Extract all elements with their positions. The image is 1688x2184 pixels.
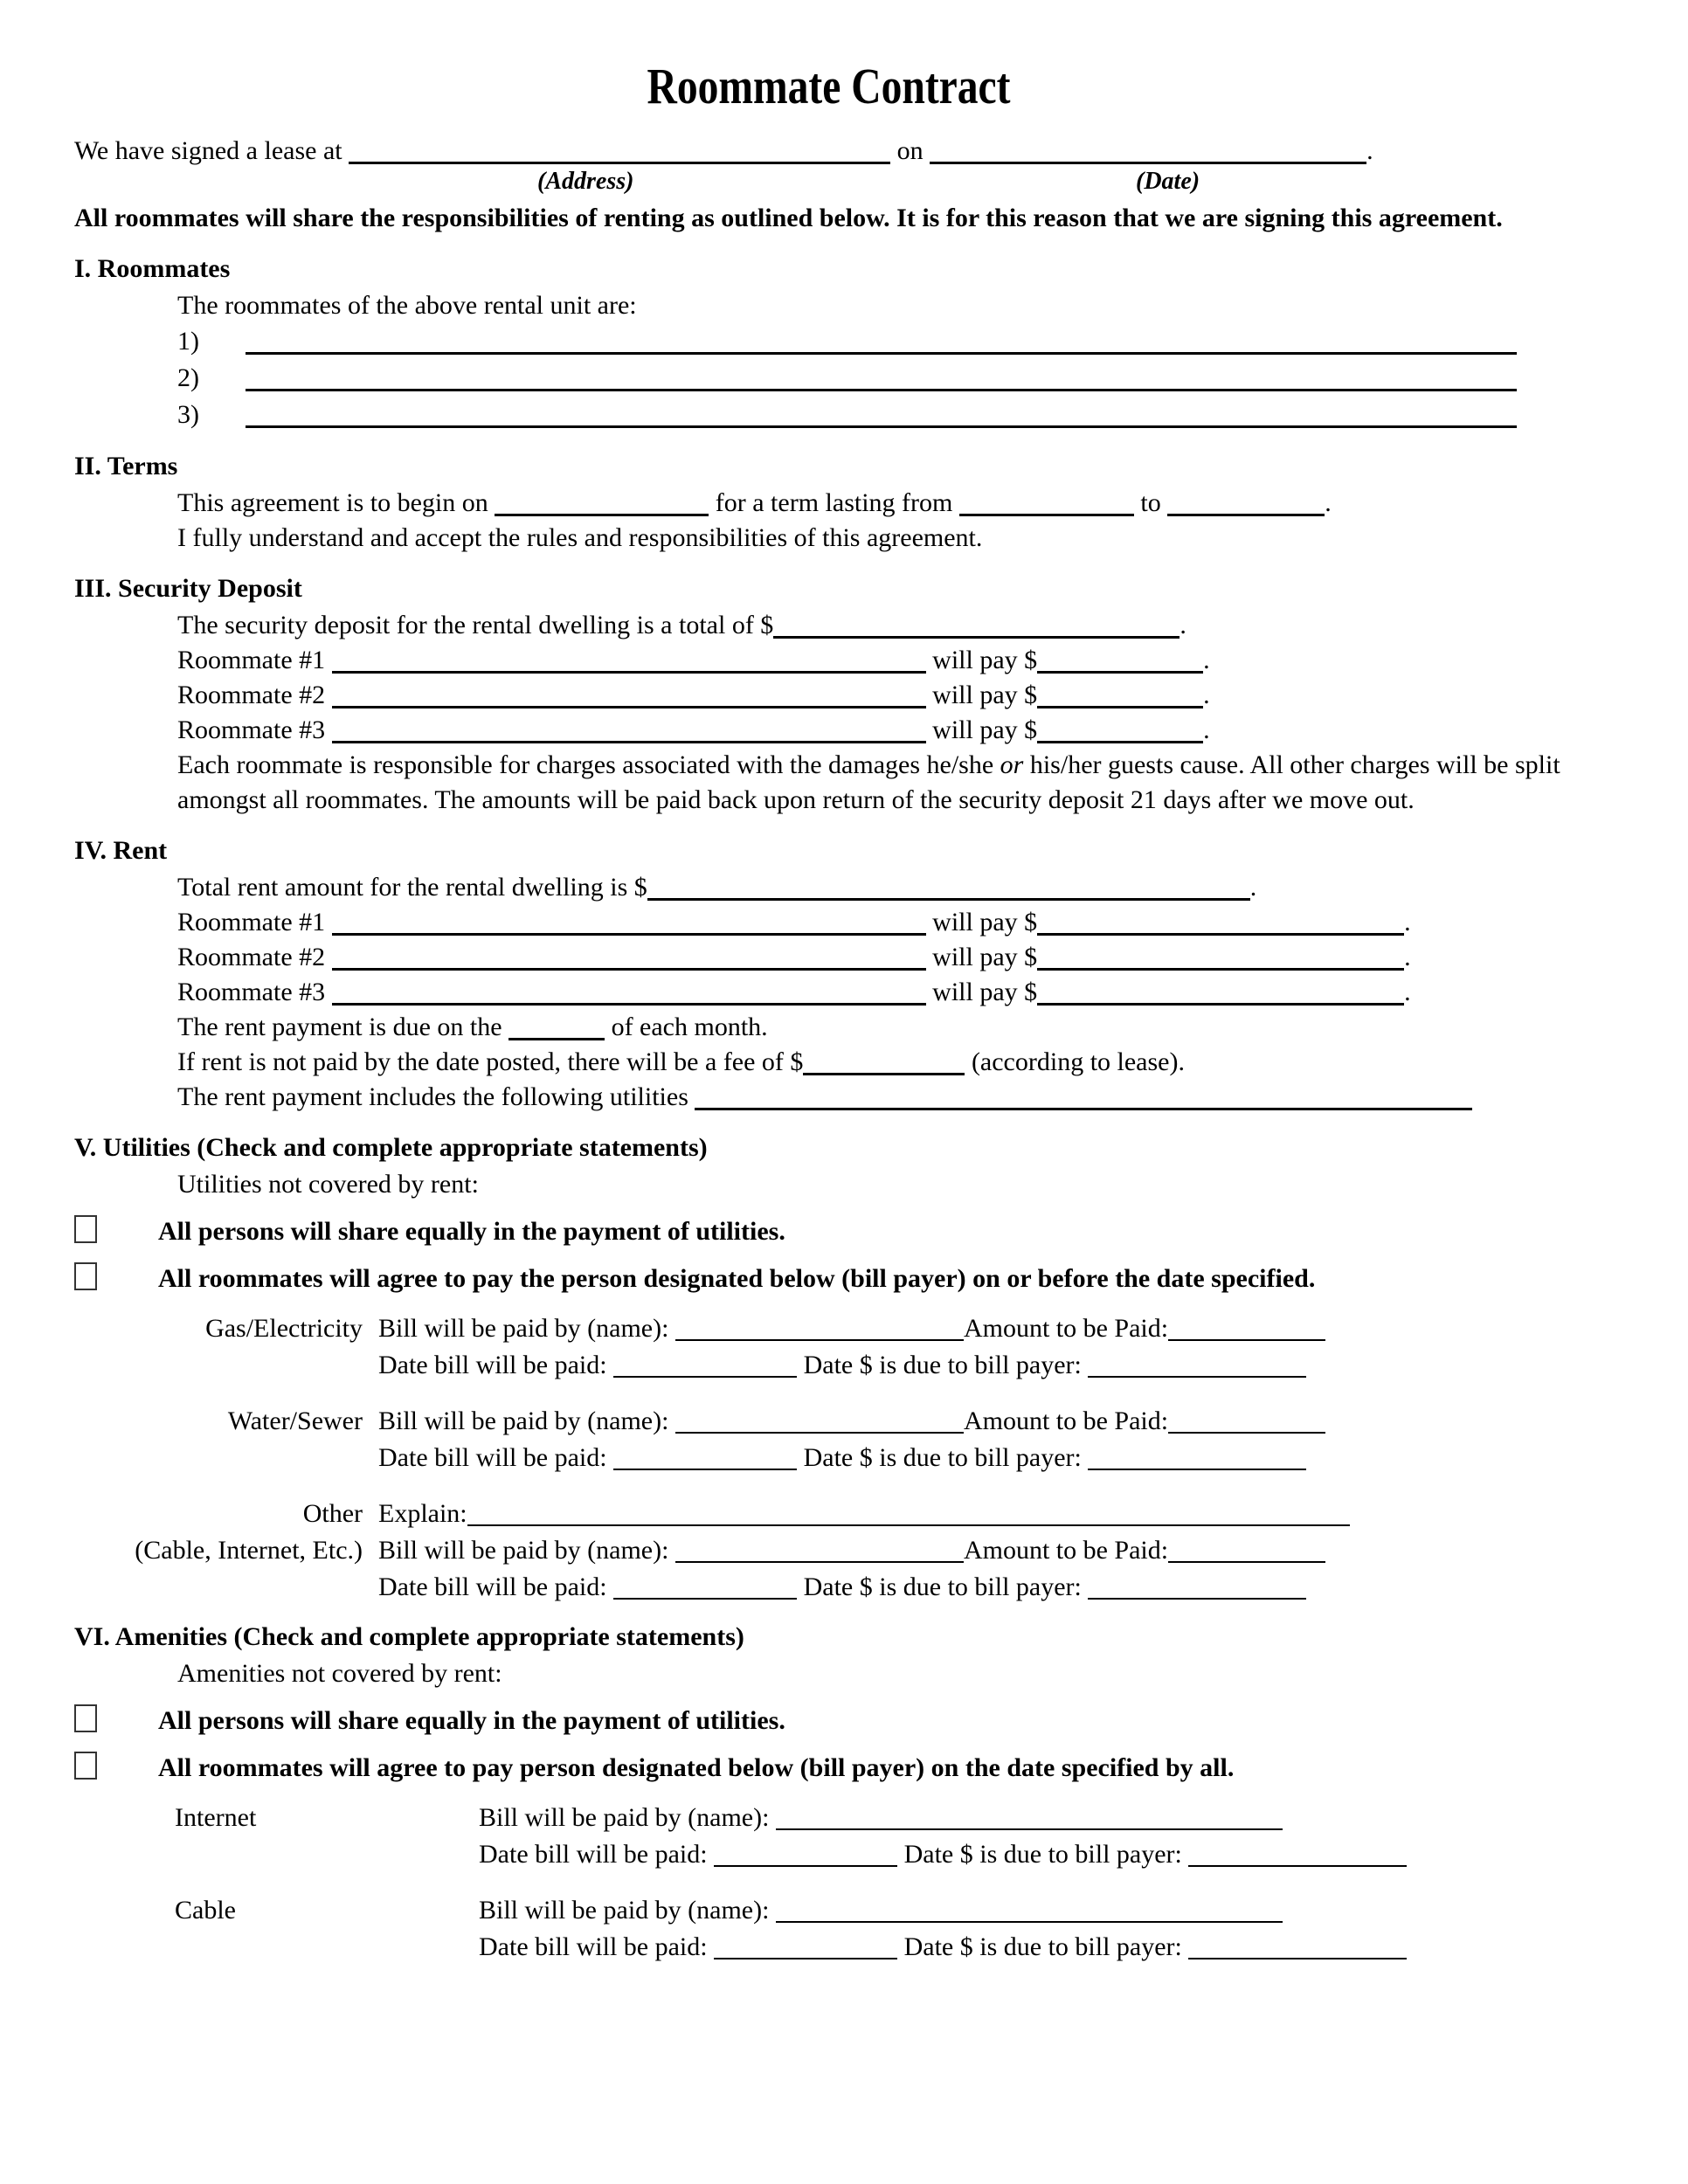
utility-dates-line — [378, 1569, 1583, 1606]
roommate-name-blank-1[interactable] — [246, 328, 1517, 355]
utility-datedue-label: Date $ is due to bill payer: — [803, 1351, 1082, 1379]
utility-datedue-label: Date $ is due to bill payer: — [803, 1572, 1082, 1601]
utility-datedue-label: Date $ is due to bill payer: — [803, 1443, 1082, 1472]
rent-roommate-label-2: Roommate #2 — [177, 943, 326, 971]
amenity-datepaid-blank[interactable] — [714, 1842, 897, 1867]
utility-amount-blank[interactable] — [1168, 1538, 1325, 1563]
intro-captions — [74, 168, 1583, 197]
utility-datepaid-blank[interactable] — [613, 1575, 797, 1600]
term-begin-blank[interactable] — [495, 489, 709, 516]
rent-fee-suffix: (according to lease). — [971, 1047, 1185, 1076]
deposit-total-row — [177, 608, 1583, 643]
amenity-datedue-blank[interactable] — [1188, 1842, 1407, 1867]
rent-roommate-name-blank-2[interactable] — [332, 943, 926, 971]
lease-intro-period: . — [1366, 136, 1373, 165]
amenity-datedue-blank[interactable] — [1188, 1935, 1407, 1959]
amenities-checkbox-label-1: All persons will share equally in the payment of utilities. — [158, 1706, 785, 1735]
rent-roommate-row — [177, 905, 1583, 940]
utility-row-other — [74, 1496, 1583, 1606]
deposit-period-2: . — [1203, 681, 1210, 709]
utility-explain-label: Explain: — [378, 1499, 467, 1528]
utility-billby-label: Bill will be paid by (name): — [378, 1406, 669, 1435]
rent-period-3: . — [1404, 978, 1411, 1006]
lease-intro-label: We have signed a lease at — [74, 136, 342, 165]
amenities-table — [74, 1800, 1583, 1966]
amenities-checkbox-label-2: All roommates will agree to pay person designated below (bill payer) on the date specified by all. — [158, 1753, 1235, 1782]
checkbox-icon[interactable] — [74, 1752, 97, 1780]
utility-amount-blank[interactable] — [1168, 1317, 1325, 1341]
roommate-number-2: 2) — [177, 363, 199, 392]
utility-label-gas-electricity: Gas/Electricity — [205, 1314, 363, 1343]
amenity-datepaid-label: Date bill will be paid: — [479, 1932, 708, 1961]
utilities-checkbox-row-2[interactable] — [74, 1261, 1583, 1296]
utility-explain-line — [378, 1496, 1583, 1532]
utility-label-other: Other — [302, 1499, 363, 1528]
term-to-blank[interactable] — [1167, 489, 1325, 516]
utility-billby-line — [378, 1403, 1583, 1440]
deposit-total-period: . — [1180, 611, 1186, 639]
utility-dates-line — [378, 1440, 1583, 1476]
deposit-amount-blank-2[interactable] — [1037, 681, 1203, 708]
utility-billby-blank[interactable] — [675, 1538, 964, 1563]
terms-begin-label: This agreement is to begin on — [177, 488, 488, 517]
rent-roommate-name-blank-3[interactable] — [332, 978, 926, 1006]
amenity-row-cable — [74, 1892, 1583, 1966]
utilities-checkbox-row-1[interactable] — [74, 1214, 1583, 1249]
utilities-checkbox-label-1: All persons will share equally in the payment of utilities. — [158, 1217, 785, 1246]
term-from-blank[interactable] — [959, 489, 1134, 516]
section-heading-roommates: I. Roommates — [74, 254, 231, 283]
amenity-billby-line — [479, 1892, 1583, 1929]
utility-amount-label: Amount to be Paid: — [963, 1406, 1169, 1435]
deposit-willpay-label-1: will pay $ — [932, 646, 1038, 674]
utility-datepaid-blank[interactable] — [613, 1353, 797, 1378]
rent-due-row — [177, 1010, 1583, 1045]
deposit-roommate-label-2: Roommate #2 — [177, 681, 326, 709]
rent-willpay-label-1: will pay $ — [932, 908, 1038, 936]
utilities-sub-intro: Utilities not covered by rent: — [177, 1170, 479, 1199]
utility-amount-label: Amount to be Paid: — [963, 1536, 1169, 1565]
utility-row-water-sewer — [74, 1403, 1583, 1476]
utility-explain-blank[interactable] — [467, 1502, 1350, 1526]
terms-accept-text: I fully understand and accept the rules and responsibilities of this agreement. — [177, 523, 983, 552]
rent-due-day-blank[interactable] — [508, 1013, 605, 1040]
checkbox-icon[interactable] — [74, 1262, 97, 1290]
rent-includes-row — [177, 1080, 1583, 1115]
deposit-amount-blank-3[interactable] — [1037, 716, 1203, 743]
amenity-billby-label: Bill will be paid by (name): — [479, 1896, 770, 1925]
utilities-table — [74, 1310, 1583, 1606]
utility-row-gas-electricity — [74, 1310, 1583, 1384]
amenity-dates-line — [479, 1929, 1583, 1966]
roommate-entry-row — [177, 397, 1583, 433]
utility-label-other-wrap — [74, 1496, 378, 1569]
amenity-datedue-label: Date $ is due to bill payer: — [903, 1840, 1182, 1869]
rent-roommate-label-3: Roommate #3 — [177, 978, 326, 1006]
deposit-period-3: . — [1203, 715, 1210, 744]
roommate-name-blank-2[interactable] — [246, 364, 1517, 391]
deposit-total-label: The security deposit for the rental dwelling is a total of $ — [177, 611, 774, 639]
utility-datedue-blank[interactable] — [1088, 1575, 1306, 1600]
section-heading-terms: II. Terms — [74, 452, 178, 480]
deposit-roommate-row — [177, 643, 1583, 678]
rent-roommate-label-1: Roommate #1 — [177, 908, 326, 936]
deposit-period-1: . — [1203, 646, 1210, 674]
amenities-checkbox-row-2[interactable] — [74, 1751, 1583, 1786]
roommate-number-1: 1) — [177, 327, 199, 356]
utility-label-water-sewer: Water/Sewer — [227, 1406, 363, 1435]
roommate-number-3: 3) — [177, 400, 199, 429]
agreement-statement: All roommates will share the responsibilities of renting as outlined below. It is for this reason that we are signing this agreement. — [74, 204, 1503, 232]
amenities-sub-intro: Amenities not covered by rent: — [177, 1659, 502, 1688]
rent-total-label: Total rent amount for the rental dwelling is $ — [177, 873, 647, 902]
deposit-willpay-label-3: will pay $ — [932, 715, 1038, 744]
amenity-billby-blank[interactable] — [776, 1806, 1283, 1830]
address-blank[interactable] — [349, 137, 890, 164]
date-caption: (Date) — [1136, 168, 1200, 195]
rent-amount-blank-3[interactable] — [1037, 978, 1404, 1006]
rent-due-label: The rent payment is due on the — [177, 1013, 502, 1041]
utility-datepaid-label: Date bill will be paid: — [378, 1443, 607, 1472]
rent-roommate-row — [177, 940, 1583, 975]
amenity-row-internet — [74, 1800, 1583, 1873]
utility-datedue-blank[interactable] — [1088, 1446, 1306, 1470]
utility-datepaid-label: Date bill will be paid: — [378, 1351, 607, 1379]
utility-billby-line — [378, 1532, 1583, 1569]
utility-amount-label: Amount to be Paid: — [963, 1314, 1169, 1343]
deposit-amount-blank-1[interactable] — [1037, 646, 1203, 674]
utility-billby-blank[interactable] — [675, 1409, 964, 1434]
terms-period: . — [1325, 488, 1332, 517]
rent-willpay-label-3: will pay $ — [932, 978, 1038, 1006]
deposit-roommate-name-blank-1[interactable] — [332, 646, 926, 674]
rent-fee-blank[interactable] — [803, 1048, 965, 1075]
rent-total-row — [177, 870, 1583, 905]
rent-period-2: . — [1404, 943, 1411, 971]
utility-billby-line — [378, 1310, 1583, 1347]
date-blank[interactable] — [930, 137, 1366, 164]
terms-lasting-label: for a term lasting from — [715, 488, 953, 517]
utility-billby-blank[interactable] — [675, 1317, 964, 1341]
amenity-datepaid-label: Date bill will be paid: — [479, 1840, 708, 1869]
lease-intro-row — [74, 135, 1583, 168]
deposit-damages-or: or — [1000, 750, 1024, 779]
deposit-damages-pre: Each roommate is responsible for charges associated with the damages he/she — [177, 750, 1000, 779]
amenity-datedue-label: Date $ is due to bill payer: — [903, 1932, 1182, 1961]
amenity-billby-line — [479, 1800, 1583, 1836]
address-caption: (Address) — [537, 168, 634, 195]
page-title: Roommate Contract — [647, 58, 1011, 114]
roommate-name-blank-3[interactable] — [246, 401, 1517, 428]
terms-begin-row — [177, 486, 1583, 521]
rent-roommate-row — [177, 975, 1583, 1010]
amenities-checkbox-row-1[interactable] — [74, 1704, 1583, 1738]
utility-dates-line — [378, 1347, 1583, 1384]
rent-fee-row — [177, 1045, 1583, 1080]
rent-amount-blank-1[interactable] — [1037, 909, 1404, 936]
deposit-damages-post: his/her guests cause. All other charges will be split amongst all roommates. The amounts will be paid back upon return of the security deposit 21 days after we move out. — [177, 750, 1560, 814]
rent-fee-label: If rent is not paid by the date posted, there will be a fee of $ — [177, 1047, 804, 1076]
amenity-dates-line — [479, 1836, 1583, 1873]
roommates-intro: The roommates of the above rental unit are: — [177, 291, 637, 320]
roommate-entry-row — [177, 323, 1583, 360]
roommate-entry-row — [177, 360, 1583, 397]
amenity-billby-label: Bill will be paid by (name): — [479, 1803, 770, 1832]
lease-on-label: on — [896, 136, 924, 165]
utility-datedue-blank[interactable] — [1088, 1353, 1306, 1378]
checkbox-icon[interactable] — [74, 1215, 97, 1243]
utility-datepaid-blank[interactable] — [613, 1446, 797, 1470]
deposit-roommate-label-3: Roommate #3 — [177, 715, 326, 744]
deposit-roommate-name-blank-2[interactable] — [332, 681, 926, 708]
deposit-roommate-label-1: Roommate #1 — [177, 646, 326, 674]
rent-total-blank[interactable] — [647, 874, 1250, 901]
rent-includes-blank[interactable] — [695, 1083, 1472, 1110]
utility-billby-label: Bill will be paid by (name): — [378, 1314, 669, 1343]
utilities-checkbox-label-2: All roommates will agree to pay the person designated below (bill payer) on or before the date specified. — [158, 1264, 1316, 1293]
utility-billby-label: Bill will be paid by (name): — [378, 1536, 669, 1565]
amenity-billby-blank[interactable] — [776, 1898, 1283, 1923]
utility-amount-blank[interactable] — [1168, 1409, 1325, 1434]
section-heading-security-deposit: III. Security Deposit — [74, 574, 302, 603]
rent-total-period: . — [1249, 873, 1257, 902]
rent-amount-blank-2[interactable] — [1037, 943, 1404, 971]
checkbox-icon[interactable] — [74, 1704, 97, 1732]
amenity-label-internet: Internet — [175, 1803, 257, 1832]
section-heading-amenities: VI. Amenities (Check and complete appropriate statements) — [74, 1622, 744, 1651]
section-heading-rent: IV. Rent — [74, 836, 168, 865]
deposit-willpay-label-2: will pay $ — [932, 681, 1038, 709]
rent-due-suffix: of each month. — [611, 1013, 768, 1041]
deposit-roommate-row — [177, 713, 1583, 748]
deposit-total-blank[interactable] — [773, 612, 1180, 639]
section-heading-utilities: V. Utilities (Check and complete appropriate statements) — [74, 1133, 708, 1162]
amenity-datepaid-blank[interactable] — [714, 1935, 897, 1959]
rent-roommate-name-blank-1[interactable] — [332, 909, 926, 936]
deposit-roommate-row — [177, 678, 1583, 713]
rent-period-1: . — [1404, 908, 1411, 936]
deposit-roommate-name-blank-3[interactable] — [332, 716, 926, 743]
terms-to-label: to — [1140, 488, 1161, 517]
rent-includes-label: The rent payment includes the following utilities — [177, 1082, 688, 1111]
deposit-damages-paragraph — [177, 748, 1583, 818]
utility-datepaid-label: Date bill will be paid: — [378, 1572, 607, 1601]
amenity-label-cable: Cable — [175, 1896, 236, 1925]
utility-label-other-sub: (Cable, Internet, Etc.) — [135, 1536, 363, 1565]
rent-willpay-label-2: will pay $ — [932, 943, 1038, 971]
